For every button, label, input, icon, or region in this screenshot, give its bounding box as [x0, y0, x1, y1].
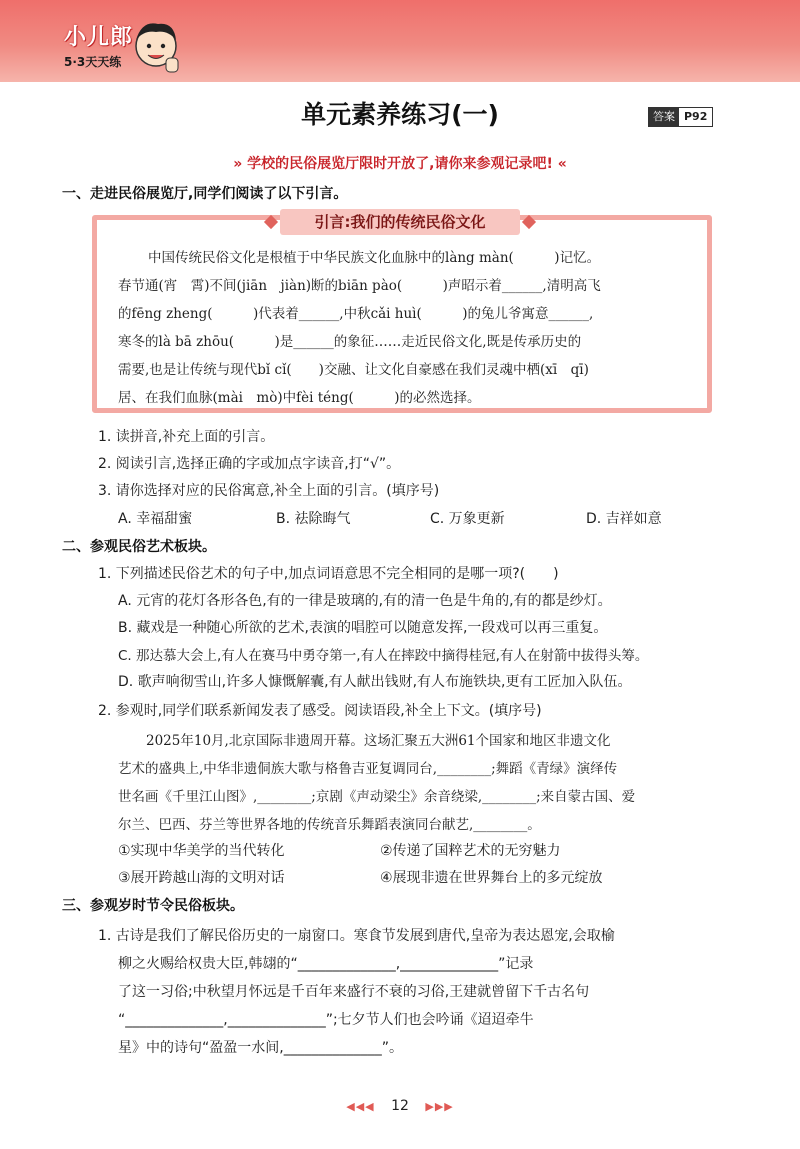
double-chevron-right-icon: »: [233, 156, 243, 172]
intro-title: 引言:我们的传统民俗文化: [280, 209, 520, 235]
question-2-1: 1. 下列描述民俗艺术的句子中,加点词语意思不完全相同的是哪一项?( ): [98, 566, 559, 582]
intro-line: 居、在我们血脉(mài mò)中fèi téng( )的必然选择。: [118, 390, 481, 406]
double-chevron-left-icon: «: [557, 156, 567, 172]
page-footer: [0, 1098, 800, 1114]
logo-main: 小儿郎: [64, 25, 134, 50]
logo-sub: 5·3天天练: [64, 55, 122, 69]
option-b: B. 祛除晦气: [276, 511, 351, 527]
news-line: 艺术的盛典上,中华非遗侗族大歌与格鲁吉亚复调同台,________;舞蹈《青绿》演绎传: [118, 761, 618, 777]
intro-line: 需要,也是让传统与现代bǐ cǐ( )交融、让文化自豪感在我们灵魂中栖(xī qī): [118, 362, 589, 378]
banner-text: 学校的民俗展览厅限时开放了,请你来参观记录吧!: [247, 156, 553, 172]
question-1-1: 1. 读拼音,补充上面的引言。: [98, 429, 275, 445]
answer-ref: [648, 107, 713, 127]
choice-b: B. 藏戏是一种随心所欲的艺术,表演的唱腔可以随意发挥,一段戏可以再三重复。: [118, 620, 608, 636]
section-3-heading: 三、参观岁时节令民俗板块。: [62, 898, 244, 914]
poem-line: 1. 古诗是我们了解民俗历史的一扇窗口。寒食节发展到唐代,皇帝为表达恩宠,会取榆: [98, 928, 615, 944]
poem-line: 柳之火赐给权贵大臣,韩翃的“______________,______________”记录: [118, 956, 534, 972]
phrase-3: ③展开跨越山海的文明对话: [118, 870, 285, 886]
news-line: 世名画《千里江山图》,________;京剧《声动梁尘》余音绕梁,________;来自蒙古国、爱: [118, 789, 636, 805]
option-a: A. 幸福甜蜜: [118, 511, 193, 527]
left-arrows-icon: ◀◀◀: [346, 1100, 375, 1113]
answer-page: P92: [684, 110, 708, 123]
right-arrows-icon: ▶▶▶: [425, 1100, 454, 1113]
page-title: 单元素养练习(一): [301, 100, 499, 129]
option-d: D. 吉祥如意: [586, 511, 662, 527]
poem-line: 了这一习俗;中秋望月怀远是千百年来盛行不衰的习俗,王建就曾留下千古名句: [118, 984, 590, 1000]
page-number: 12: [391, 1098, 409, 1114]
poem-line: 星》中的诗句“盈盈一水间,______________”。: [118, 1040, 403, 1056]
answer-label: 答案: [649, 108, 679, 126]
choice-d: D. 歌声响彻雪山,许多人慷慨解囊,有人献出钱财,有人布施铁块,更有工匠加入队伍。: [118, 674, 632, 690]
news-line: 2025年10月,北京国际非遗周开幕。这场汇聚五大洲61个国家和地区非遗文化: [146, 733, 611, 749]
phrase-2: ②传递了国粹艺术的无穷魅力: [380, 843, 561, 859]
question-1-2: 2. 阅读引言,选择正确的字或加点字读音,打“√”。: [98, 456, 401, 472]
poem-line: “______________,______________”;七夕节人们也会吟诵《迢迢牵牛: [118, 1012, 534, 1028]
intro-line: 中国传统民俗文化是根植于中华民族文化血脉中的làng màn( )记忆。: [148, 250, 601, 266]
choice-c: C. 那达慕大会上,有人在赛马中勇夺第一,有人在摔跤中摘得桂冠,有人在射箭中拔得头筹。: [118, 648, 649, 664]
section-1-heading: 一、走进民俗展览厅,同学们阅读了以下引言。: [62, 186, 348, 202]
option-c: C. 万象更新: [430, 511, 505, 527]
banner: [0, 153, 800, 173]
intro-line: 的fēng zheng( )代表着______,中秋cǎi huì( )的兔儿爷寓意______,: [118, 306, 594, 322]
cartoon-boy-icon: [128, 14, 184, 78]
choice-a: A. 元宵的花灯各形各色,有的一律是玻璃的,有的清一色是牛角的,有的都是纱灯。: [118, 593, 612, 609]
section-2-heading: 二、参观民俗艺术板块。: [62, 539, 216, 555]
news-line: 尔兰、巴西、芬兰等世界各地的传统音乐舞蹈表演同台献艺,________。: [118, 817, 541, 833]
phrase-4: ④展现非遗在世界舞台上的多元绽放: [380, 870, 603, 886]
intro-line: 寒冬的là bā zhōu( )是______的象征……走近民俗文化,既是传承历史的: [118, 334, 582, 350]
question-2-2: 2. 参观时,同学们联系新闻发表了感受。阅读语段,补全上下文。(填序号): [98, 703, 542, 719]
intro-line: 春节通(宵 霄)不间(jiān jiàn)断的biān pào( )声昭示着______,清明高飞: [118, 278, 601, 294]
phrase-1: ①实现中华美学的当代转化: [118, 843, 285, 859]
question-1-3: 3. 请你选择对应的民俗寓意,补全上面的引言。(填序号): [98, 483, 440, 499]
